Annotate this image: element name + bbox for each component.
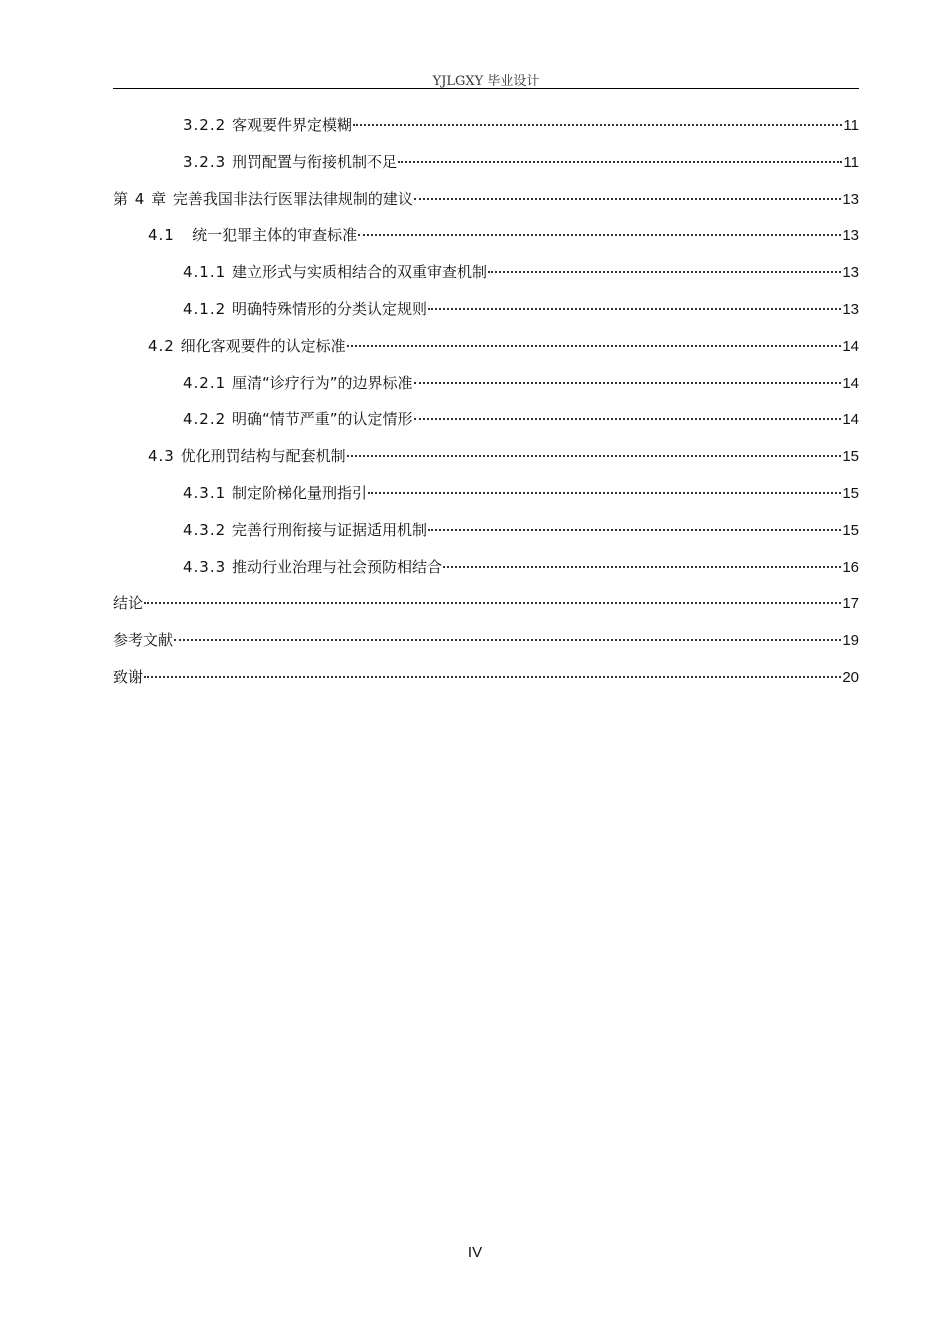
- table-of-contents: [113, 112, 859, 701]
- dot-leader: [174, 639, 841, 641]
- toc-entry-number: 4.1.1: [183, 263, 227, 282]
- toc-entry-title: 统一犯罪主体的审查标准: [192, 226, 358, 245]
- toc-entry[interactable]: [113, 480, 859, 517]
- dot-leader: [358, 234, 841, 236]
- dot-leader: [347, 455, 842, 457]
- toc-entry-number: 4.2.2: [183, 410, 227, 429]
- toc-entry[interactable]: [113, 333, 859, 370]
- page-number: IV: [467, 1244, 483, 1261]
- toc-entry-title: 厘清“诊疗行为”的边界标准: [231, 373, 413, 392]
- toc-entry-number: 4.3.1: [183, 483, 227, 502]
- toc-entry[interactable]: [113, 406, 859, 443]
- toc-entry[interactable]: [113, 222, 859, 259]
- toc-entry[interactable]: [113, 664, 859, 701]
- toc-entry-title: 完善行刑衔接与证据适用机制: [231, 520, 427, 539]
- toc-entry[interactable]: [113, 112, 859, 149]
- dot-leader: [144, 676, 841, 678]
- dot-leader: [414, 198, 841, 200]
- header-rule: [113, 88, 859, 89]
- toc-entry[interactable]: [113, 517, 859, 554]
- toc-entry-number: 3.2.2: [183, 116, 227, 134]
- toc-entry-title: 明确“情节严重”的认定情形: [231, 410, 413, 429]
- toc-entry[interactable]: [113, 149, 859, 186]
- toc-entry-title: 推动行业治理与社会预防相结合: [231, 557, 442, 576]
- dot-leader: [368, 492, 841, 494]
- toc-entry[interactable]: [113, 296, 859, 333]
- toc-entry-page: 17: [842, 595, 859, 613]
- toc-entry-page: 14: [842, 374, 859, 392]
- toc-entry-number: 4.3.3: [183, 557, 227, 576]
- toc-entry-number: 4.1: [148, 226, 175, 245]
- toc-entry-number: 4.3.2: [183, 520, 227, 539]
- toc-entry-page: 11: [843, 117, 859, 134]
- toc-entry-title: 明确特殊情形的分类认定规则: [231, 299, 427, 318]
- toc-entry[interactable]: [113, 627, 859, 664]
- dot-leader: [428, 308, 841, 310]
- toc-entry-page: 15: [842, 521, 859, 539]
- toc-entry-page: 16: [842, 558, 859, 576]
- toc-entry-number: 3.2.3: [183, 152, 227, 171]
- dot-leader: [398, 161, 842, 163]
- toc-entry-number: 4.2.1: [183, 373, 227, 392]
- dot-leader: [443, 566, 841, 568]
- toc-entry-title: 建立形式与实质相结合的双重审查机制: [231, 263, 487, 282]
- toc-entry-title: 制定阶梯化量刑指引: [231, 483, 367, 502]
- toc-entry-title: 优化刑罚结构与配套机制: [180, 447, 346, 466]
- toc-entry[interactable]: [113, 186, 859, 223]
- dot-leader: [428, 529, 841, 531]
- dot-leader: [414, 382, 842, 384]
- toc-entry-title: 致谢: [113, 667, 144, 686]
- toc-entry-page: 13: [842, 264, 859, 282]
- toc-entry-number: 4.1.2: [183, 299, 227, 318]
- toc-entry-page: 14: [842, 411, 859, 429]
- toc-entry-page: 15: [842, 448, 859, 466]
- toc-entry-number: 4.3: [148, 447, 175, 466]
- toc-entry-page: 14: [842, 337, 859, 355]
- toc-entry-page: 19: [842, 632, 859, 650]
- toc-entry-page: 13: [842, 227, 859, 245]
- toc-entry-title: 刑罚配置与衔接机制不足: [231, 152, 397, 171]
- toc-entry-title: 参考文献: [113, 631, 174, 650]
- toc-entry-title: 细化客观要件的认定标准: [180, 336, 346, 355]
- toc-entry-title: 完善我国非法行医罪法律规制的建议: [172, 189, 413, 208]
- toc-entry-title: 客观要件界定模糊: [231, 116, 352, 134]
- toc-entry-page: 11: [843, 153, 859, 171]
- toc-entry[interactable]: [113, 590, 859, 627]
- dot-leader: [347, 345, 842, 347]
- toc-entry-number: 4.2: [148, 336, 175, 355]
- dot-leader: [488, 271, 841, 273]
- toc-entry-title: 结论: [113, 594, 144, 613]
- toc-entry-page: 13: [842, 300, 859, 318]
- toc-entry[interactable]: [113, 259, 859, 296]
- toc-entry[interactable]: [113, 554, 859, 591]
- dot-leader: [353, 124, 842, 126]
- toc-entry-page: 13: [842, 190, 859, 208]
- toc-entry-number: 第 4 章: [113, 189, 168, 208]
- running-header: YJLGXY 毕业设计: [432, 74, 540, 89]
- toc-entry-page: 20: [842, 668, 859, 686]
- toc-entry[interactable]: [113, 370, 859, 407]
- toc-entry-page: 15: [842, 484, 859, 502]
- dot-leader: [144, 602, 841, 604]
- toc-entry[interactable]: [113, 443, 859, 480]
- dot-leader: [414, 418, 842, 420]
